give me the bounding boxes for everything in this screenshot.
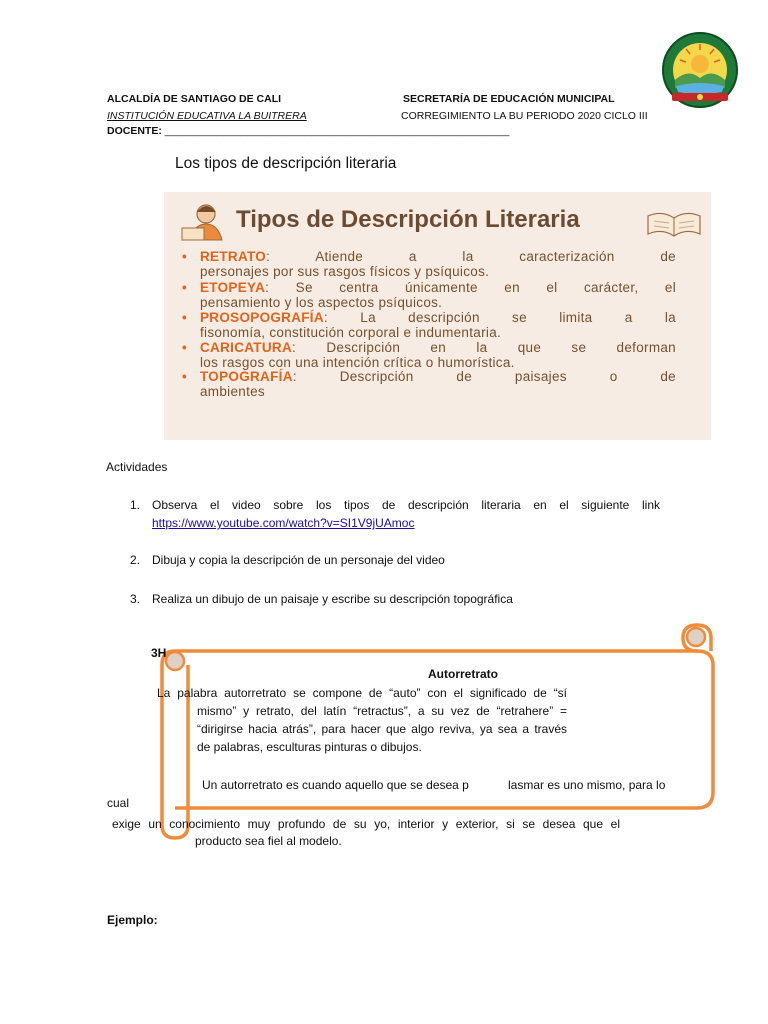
activity-1-text: Observa el video sobre los tipos de descripción literaria en el siguiente link [152, 498, 660, 512]
activity-2-text: Dibuja y copia la descripción de un personaje del video [152, 553, 445, 567]
term-topografia: TOPOGRAFÍA [200, 369, 293, 384]
autorretrato-p2-line2: cual [107, 796, 130, 810]
def-retrato-line2: personajes por sus rasgos físicos y psíquicos. [200, 264, 490, 279]
def-retrato: • RETRATO: Atiende a la caracterización de personajes por sus rasgos físicos y psíquicos. [182, 249, 676, 279]
autorretrato-p2-line4: producto sea fiel al modelo. [195, 834, 342, 848]
def-etopeya: • ETOPEYA: Se centra únicamente en el carácter, el pensamiento y los aspectos psíquicos. [182, 280, 676, 310]
def-topografia-line1: : Descripción de paisajes o de [292, 369, 676, 384]
term-retrato: RETRATO [200, 249, 267, 264]
def-caricatura-line2: los rasgos con una intención crítica o humorística. [200, 355, 515, 370]
docente-label: DOCENTE: [107, 125, 162, 137]
docente-blank: ___________________________________________________________ [164, 125, 510, 137]
def-prosopografia-line2: fisonomía, constitución corporal e indumentaria. [200, 325, 502, 340]
autorretrato-p2-line3: exige un conocimiento muy profundo de su yo, interior y exterior, si se desea que el [112, 817, 620, 831]
def-etopeya-line1: : Se centra únicamente en el carácter, el [265, 280, 676, 295]
autorretrato-title: Autorretrato [428, 667, 499, 681]
tipos-descripcion-infographic [164, 192, 711, 440]
def-prosopografia-line1: : La descripción se limita a la [323, 310, 676, 325]
def-etopeya-line2: pensamiento y los aspectos psíquicos. [200, 295, 443, 310]
infographic-title: Tipos de Descripción Literaria [236, 206, 580, 233]
def-topografia-line2: ambientes [200, 384, 265, 399]
header-alcaldia: ALCALDÍA DE SANTIAGO DE CALI [107, 93, 282, 105]
autorretrato-p1-line4: de palabras, esculturas pinturas o dibujos. [197, 740, 422, 754]
video-link[interactable]: https://www.youtube.com/watch?v=SI1V9jUAmoc [152, 516, 415, 530]
page-title: Los tipos de descripción literaria [175, 155, 397, 172]
header-institucion: INSTITUCIÓN EDUCATIVA LA BUITRERA [107, 110, 307, 122]
term-etopeya: ETOPEYA [200, 280, 266, 295]
header-docente [107, 125, 509, 137]
autorretrato-p1-line3: “dirigirse hacia atrás”, para hacer que algo reviva, ya sea a través [197, 722, 567, 736]
autorretrato-p1-line2: mismo” y retrato, del latín “retractus”, a su vez de “retrahere” = [197, 704, 567, 718]
header-corregimiento: CORREGIMIENTO LA BU PERIODO 2020 CICLO III [401, 110, 648, 122]
def-topografia: • TOPOGRAFÍA: Descripción de paisajes o de ambientes [182, 369, 676, 399]
activity-2-number: 2. [130, 553, 141, 567]
ejemplo-label: Ejemplo: [107, 913, 158, 927]
term-caricatura: CARICATURA [200, 340, 292, 355]
def-caricatura-line1: : Descripción en la que se deforman [292, 340, 676, 355]
activities-heading: Actividades [106, 460, 168, 474]
term-prosopografia: PROSOPOGRAFÍA [200, 310, 324, 325]
autorretrato-p2-line1b: lasmar es uno mismo, para lo [508, 778, 666, 792]
def-prosopografia: • PROSOPOGRAFÍA: La descripción se limita a la fisonomía, constitución corporal e indumentaria. [182, 310, 676, 340]
autorretrato-p1-line1: La palabra autorretrato se compone de “auto” con el significado de “sí [157, 686, 567, 700]
activity-3-text: Realiza un dibujo de un paisaje y escribe su descripción topográfica [152, 592, 513, 606]
def-caricatura: • CARICATURA: Descripción en la que se deforman los rasgos con una intención crítica o humorística. [182, 340, 676, 370]
activity-1-number: 1. [130, 498, 141, 512]
activity-3-number: 3. [130, 592, 141, 606]
reading-figure-icon [176, 202, 234, 242]
header-secretaria: SECRETARÍA DE EDUCACIÓN MUNICIPAL [403, 93, 615, 105]
autorretrato-p2-line1a: Un autorretrato es cuando aquello que se desea p [202, 778, 469, 792]
scroll-marker: 3H [151, 646, 167, 660]
school-crest-logo [660, 30, 740, 110]
def-retrato-line1: : Atiende a la caracterización de [266, 249, 676, 264]
open-book-icon [644, 206, 704, 240]
